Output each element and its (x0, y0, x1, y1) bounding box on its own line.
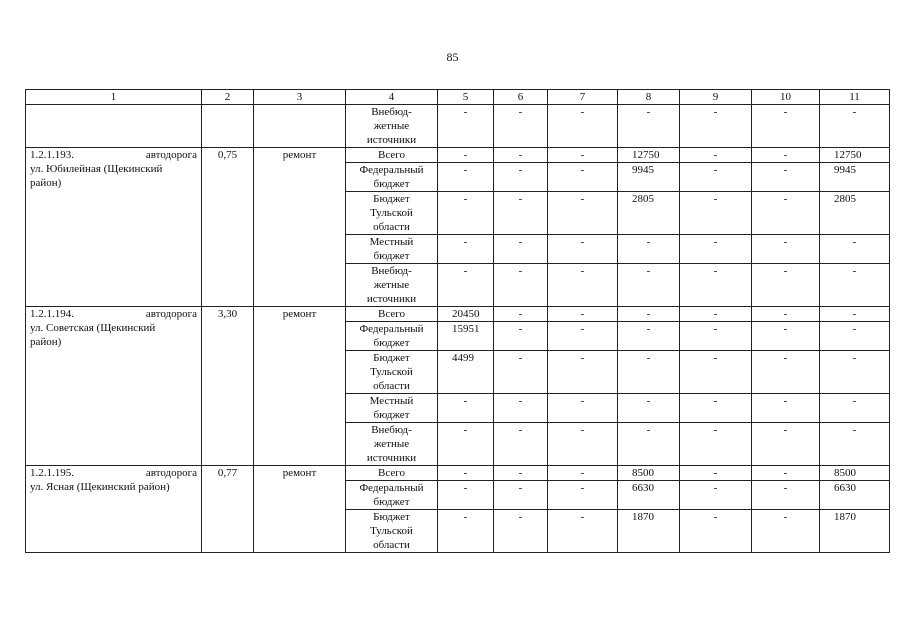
value-cell: - (494, 105, 548, 148)
object-type: автодорога (145, 467, 197, 479)
work-type-cell: ремонт (254, 466, 346, 553)
funding-source-line: Федеральный (359, 323, 424, 335)
funding-source-line: бюджет (373, 409, 410, 421)
value-cell: - (438, 105, 494, 148)
value-cell: - (820, 322, 890, 351)
value-cell: - (548, 148, 618, 163)
value-cell: - (680, 148, 752, 163)
value-cell: - (680, 235, 752, 264)
object-name-cell (26, 307, 202, 466)
value-cell: 1870 (820, 510, 890, 553)
object-name-line: район) (30, 336, 62, 348)
object-name-line: ул. Ясная (Щекинский район) (30, 481, 170, 493)
column-header: 2 (202, 90, 254, 105)
work-type-cell: ремонт (254, 307, 346, 466)
value-cell: - (438, 192, 494, 235)
funding-source-cell (346, 351, 438, 394)
value-cell: - (680, 423, 752, 466)
value-cell: - (618, 423, 680, 466)
value-cell: - (494, 351, 548, 394)
value-cell: 6630 (618, 481, 680, 510)
value-cell: - (680, 466, 752, 481)
funding-source-line: бюджет (373, 250, 410, 262)
funding-source-cell (346, 466, 438, 481)
funding-source-line: Бюджет (373, 193, 410, 205)
value-cell: - (752, 148, 820, 163)
value-cell: - (820, 423, 890, 466)
value-cell: - (820, 307, 890, 322)
value-cell: 1870 (618, 510, 680, 553)
page-number: 85 (446, 50, 459, 64)
column-header: 6 (494, 90, 548, 105)
value-cell: 8500 (618, 466, 680, 481)
value-cell: - (752, 481, 820, 510)
object-type: автодорога (145, 308, 197, 320)
value-cell: - (618, 394, 680, 423)
value-cell: - (438, 235, 494, 264)
column-header-row (26, 90, 890, 105)
value-cell: 12750 (820, 148, 890, 163)
value-cell: - (680, 105, 752, 148)
value-cell: 4499 (438, 351, 494, 394)
value-cell: - (618, 264, 680, 307)
funding-source-cell (346, 394, 438, 423)
value-cell: - (494, 394, 548, 423)
object-name-first-line (30, 307, 197, 321)
value-cell: - (494, 148, 548, 163)
value-cell: - (618, 322, 680, 351)
value-cell: - (752, 322, 820, 351)
value-cell: - (618, 307, 680, 322)
object-name-cell (26, 148, 202, 307)
value-cell: - (548, 235, 618, 264)
funding-source-line: Федеральный (359, 164, 424, 176)
value-cell: 2805 (820, 192, 890, 235)
value-cell: - (820, 351, 890, 394)
funding-source-line: жетные (373, 120, 410, 132)
funding-source-line: источники (366, 452, 417, 464)
value-cell: 9945 (820, 163, 890, 192)
object-code: 1.2.1.195. (30, 467, 74, 479)
length-cell: 0,75 (202, 148, 254, 307)
value-cell: - (438, 466, 494, 481)
funding-source-line: жетные (373, 279, 410, 291)
object-type: автодорога (145, 149, 197, 161)
value-cell: - (494, 264, 548, 307)
funding-source-line: жетные (373, 438, 410, 450)
column-header: 7 (548, 90, 618, 105)
funding-source-line: бюджет (373, 178, 410, 190)
funding-source-line: области (373, 539, 410, 551)
funding-source-cell (346, 148, 438, 163)
column-header: 9 (680, 90, 752, 105)
value-cell: 12750 (618, 148, 680, 163)
value-cell: - (618, 351, 680, 394)
funding-source-line: бюджет (373, 496, 410, 508)
table-row (26, 466, 890, 481)
value-cell: - (548, 163, 618, 192)
funding-source-line: Бюджет (373, 511, 410, 523)
value-cell: - (494, 322, 548, 351)
value-cell: - (494, 163, 548, 192)
value-cell: - (680, 394, 752, 423)
column-header: 11 (820, 90, 890, 105)
funding-source-line: Тульской (370, 525, 413, 537)
funding-source-line: Местный (369, 395, 414, 407)
value-cell: - (548, 481, 618, 510)
value-cell: - (548, 394, 618, 423)
value-cell: - (494, 307, 548, 322)
value-cell: - (494, 510, 548, 553)
value-cell: - (548, 307, 618, 322)
object-name-line: ул. Советская (Щекинский (30, 322, 156, 334)
value-cell: - (548, 351, 618, 394)
value-cell: - (548, 105, 618, 148)
funding-source-cell (346, 322, 438, 351)
funding-source-line: Местный (369, 236, 414, 248)
funding-source-line: Внебюд- (371, 265, 412, 277)
value-cell: - (752, 163, 820, 192)
value-cell: - (494, 466, 548, 481)
funding-source-line: источники (366, 134, 417, 146)
value-cell: - (494, 235, 548, 264)
value-cell: - (752, 466, 820, 481)
object-name-first-line (30, 466, 197, 480)
value-cell: - (752, 192, 820, 235)
funding-source-line: области (373, 380, 410, 392)
value-cell: - (820, 235, 890, 264)
funding-source-cell (346, 307, 438, 322)
value-cell: - (548, 192, 618, 235)
funding-source-line: Федеральный (359, 482, 424, 494)
funding-source-cell (346, 481, 438, 510)
object-name-first-line (30, 148, 197, 162)
length-cell: 0,77 (202, 466, 254, 553)
value-cell: - (680, 192, 752, 235)
funding-source-cell (346, 105, 438, 148)
column-header: 5 (438, 90, 494, 105)
value-cell: - (680, 163, 752, 192)
value-cell: - (820, 105, 890, 148)
funding-source-line: бюджет (373, 337, 410, 349)
funding-source-cell (346, 510, 438, 553)
value-cell: - (752, 235, 820, 264)
value-cell: - (680, 351, 752, 394)
funding-source-line: Всего (378, 467, 405, 479)
column-header: 1 (26, 90, 202, 105)
value-cell: - (548, 510, 618, 553)
value-cell: - (548, 423, 618, 466)
value-cell: - (752, 307, 820, 322)
value-cell: 9945 (618, 163, 680, 192)
value-cell: - (680, 307, 752, 322)
value-cell: - (548, 466, 618, 481)
work-type-cell: ремонт (254, 148, 346, 307)
value-cell: - (680, 322, 752, 351)
value-cell: - (548, 322, 618, 351)
funding-source-line: области (373, 221, 410, 233)
value-cell: - (438, 264, 494, 307)
funding-source-line: Всего (378, 149, 405, 161)
value-cell: - (680, 510, 752, 553)
column-header: 8 (618, 90, 680, 105)
value-cell: - (494, 192, 548, 235)
object-name-cell (26, 466, 202, 553)
value-cell: - (820, 264, 890, 307)
funding-source-cell (346, 192, 438, 235)
funding-source-line: Бюджет (373, 352, 410, 364)
value-cell: 8500 (820, 466, 890, 481)
value-cell: - (752, 423, 820, 466)
value-cell: 20450 (438, 307, 494, 322)
value-cell: - (752, 510, 820, 553)
funding-source-line: Внебюд- (371, 424, 412, 436)
funding-source-cell (346, 264, 438, 307)
value-cell: - (438, 163, 494, 192)
table-row (26, 105, 890, 148)
object-name-line: ул. Юбилейная (Щекинский (30, 163, 163, 175)
funding-source-cell (346, 163, 438, 192)
object-code: 1.2.1.194. (30, 308, 74, 320)
funding-source-line: Тульской (370, 207, 413, 219)
value-cell: - (548, 264, 618, 307)
value-cell: 2805 (618, 192, 680, 235)
table-row (26, 307, 890, 322)
column-header: 3 (254, 90, 346, 105)
value-cell: - (438, 510, 494, 553)
empty-cell (26, 105, 202, 148)
value-cell: 6630 (820, 481, 890, 510)
funding-source-line: источники (366, 293, 417, 305)
object-code: 1.2.1.193. (30, 149, 74, 161)
value-cell: - (752, 394, 820, 423)
column-header: 10 (752, 90, 820, 105)
value-cell: - (752, 264, 820, 307)
empty-cell (254, 105, 346, 148)
value-cell: - (494, 423, 548, 466)
funding-source-line: Тульской (370, 366, 413, 378)
funding-source-line: Всего (378, 308, 405, 320)
empty-cell (202, 105, 254, 148)
value-cell: - (438, 423, 494, 466)
funding-source-cell (346, 235, 438, 264)
object-name-line: район) (30, 177, 62, 189)
value-cell: - (438, 148, 494, 163)
funding-source-cell (346, 423, 438, 466)
table-row (26, 148, 890, 163)
value-cell: - (820, 394, 890, 423)
value-cell: - (618, 105, 680, 148)
value-cell: 15951 (438, 322, 494, 351)
funding-source-line: Внебюд- (371, 106, 412, 118)
column-header: 4 (346, 90, 438, 105)
value-cell: - (438, 394, 494, 423)
value-cell: - (494, 481, 548, 510)
value-cell: - (438, 481, 494, 510)
budget-table (25, 89, 890, 553)
length-cell: 3,30 (202, 307, 254, 466)
value-cell: - (680, 481, 752, 510)
value-cell: - (680, 264, 752, 307)
value-cell: - (752, 351, 820, 394)
value-cell: - (752, 105, 820, 148)
value-cell: - (618, 235, 680, 264)
